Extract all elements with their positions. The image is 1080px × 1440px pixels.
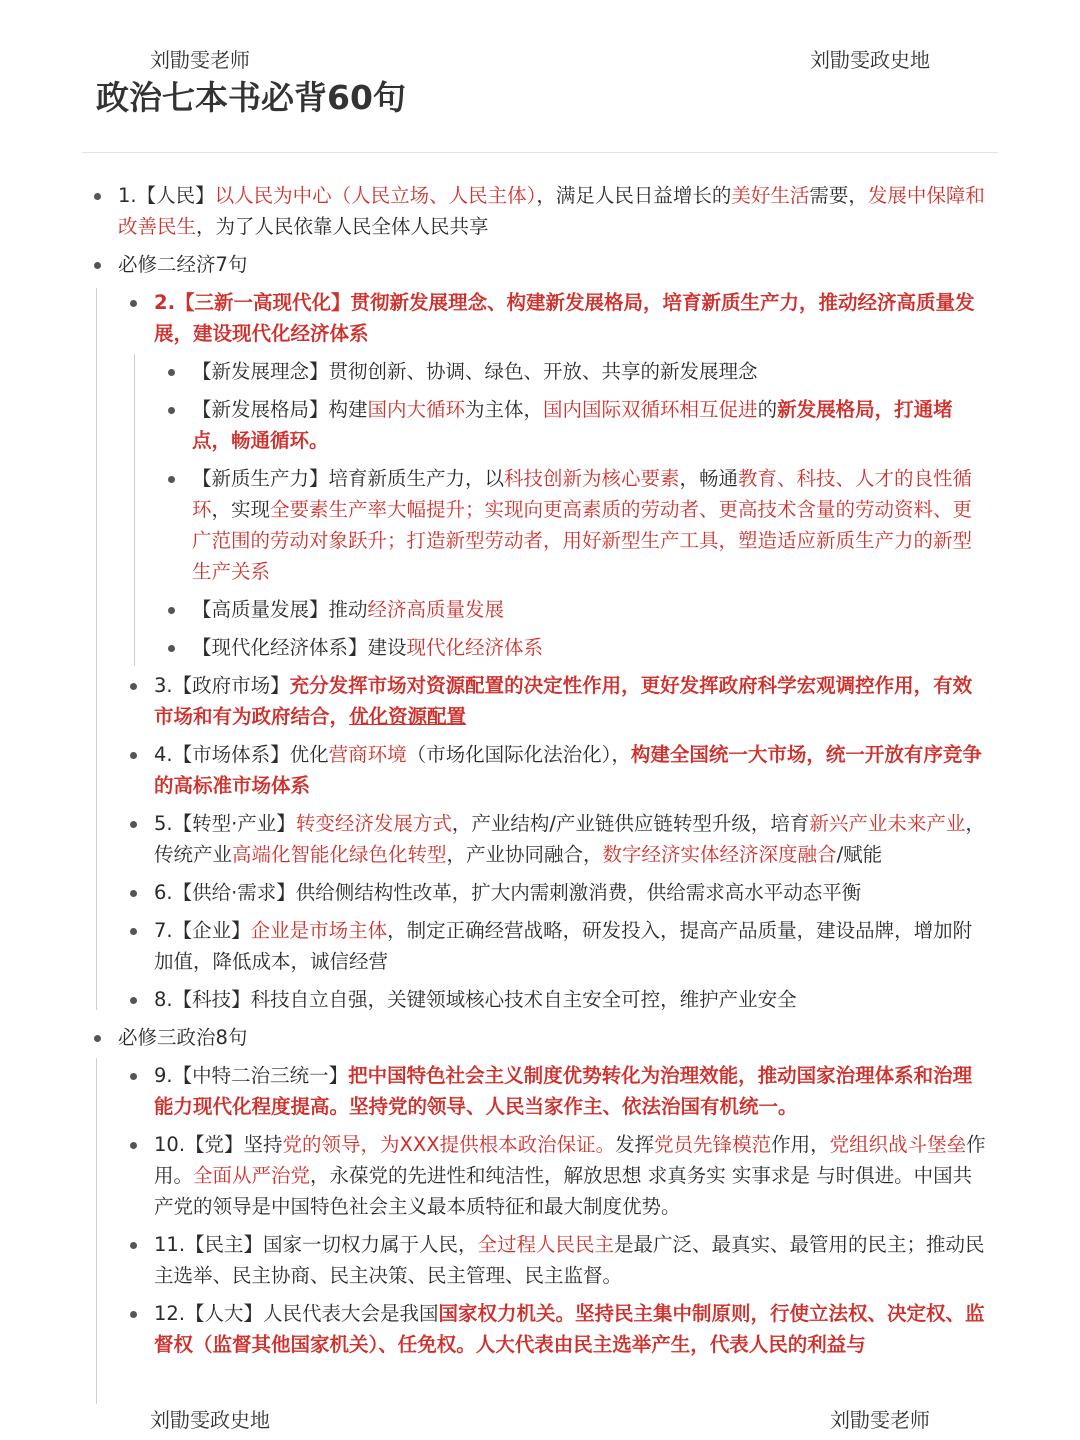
highlighted-text: 新发展格局，打通堵点，畅通循环。 [192, 398, 953, 452]
text-segment: ，传统产业 [154, 812, 985, 866]
list-item [192, 594, 988, 625]
list-item [154, 915, 988, 977]
text-segment: 1.【人民】 [118, 184, 215, 207]
list-item [118, 249, 988, 280]
highlighted-text: 营商环境 [328, 743, 407, 766]
text-segment: 8.【科技】科技自立自强，关键领域核心技术自主安全可控，维护产业安全 [154, 988, 797, 1011]
highlighted-text: 党的领导，为XXX提供根本政治保证。 [282, 1133, 616, 1156]
highlighted-text: 国家权力机关。坚持民主集中制原则，行使立法权、决定权、监督权（监督其他国家机关）、任免权。人大代表由民主选举产生，代表人民的利益与 [154, 1302, 985, 1356]
bullet-dot-icon [130, 997, 137, 1004]
highlighted-text: 党组织战斗堡垒 [829, 1133, 967, 1156]
highlighted-text: 全过程人民民主 [477, 1233, 615, 1256]
list-item [154, 877, 988, 908]
highlighted-text: 美好生活 [731, 184, 810, 207]
highlighted-text: 发展中保障和改善民生 [118, 184, 985, 238]
bullet-dot-icon [130, 752, 137, 759]
highlighted-text: 转变经济发展方式 [295, 812, 452, 835]
text-segment: ，产业协同融合， [446, 843, 603, 866]
highlighted-text: 经济高质量发展 [367, 598, 505, 621]
text-segment: ，实现 [211, 498, 271, 521]
text-segment: 9.【中特二治三统一】 [154, 1064, 349, 1087]
bullet-dot-icon [130, 1142, 137, 1149]
text-segment: ，制定正确经营战略，研发投入，提高产品质量，建设品牌，增加附加值，降低成本，诚信经营 [154, 919, 973, 973]
highlighted-text: 充分发挥市场对资源配置的决定性作用，更好发挥政府科学宏观调控作用，有效市场和有为政府结合， [154, 674, 973, 728]
bullet-dot-icon [130, 1311, 137, 1318]
list-item [192, 356, 988, 387]
text-segment: /赋能 [836, 843, 883, 866]
bullet-dot-icon [130, 300, 137, 307]
bullet-dot-icon [94, 1035, 101, 1042]
highlighted-text: 全面从严治党 [193, 1164, 311, 1187]
bullet-dot-icon [168, 476, 175, 483]
text-segment: ，产业结构/产业链供应链转型升级，培育 [451, 812, 810, 835]
list-item [154, 739, 988, 801]
watermark-top-left: 刘勖雯老师 [150, 48, 250, 72]
text-segment: 作用。 [154, 1133, 986, 1187]
text-segment: 11.【民主】国家一切权力属于人民， [154, 1233, 478, 1256]
highlighted-text: 新兴产业未来产业 [809, 812, 966, 835]
bullet-dot-icon [94, 262, 101, 269]
text-segment: 4.【市场体系】优化 [154, 743, 329, 766]
text-segment: ，满足人民日益增长的 [536, 184, 732, 207]
page-title: 政治七本书必背60句 [96, 78, 406, 117]
highlighted-text: 把中国特色社会主义制度优势转化为治理效能，推动国家治理体系和治理能力现代化程度提高。坚持党的领导、人民当家作主、依法治国有机统一。 [154, 1064, 973, 1118]
highlighted-text: 教育、科技、人才的良性循环 [192, 467, 973, 521]
text-segment: 需要， [809, 184, 868, 207]
highlighted-text: 党员先锋模范 [654, 1133, 772, 1156]
text-segment: 5.【转型·产业】 [154, 812, 296, 835]
text-segment: 【现代化经济体系】建设 [192, 636, 407, 659]
text-segment: （市场化国际化法治化）， [406, 743, 631, 766]
bullet-dot-icon [130, 928, 137, 935]
text-segment: 12.【人大】人民代表大会是我国 [154, 1302, 439, 1325]
text-segment: 【新发展理念】贯彻创新、协调、绿色、开放、共享的新发展理念 [192, 360, 758, 383]
highlighted-text: 全要素生产率大幅提升；实现向更高素质的劳动者、更高技术含量的劳动资料、更广范围的劳动对象跃升；打造新型劳动者，用好新型生产工具，塑造适应新质生产力的新型生产关系 [192, 498, 973, 583]
list-item [192, 632, 988, 663]
bullet-dot-icon [130, 1242, 137, 1249]
highlighted-text: 2.【三新一高现代化】贯彻新发展理念、构建新发展格局，培育新质生产力，推动经济高质量发展，建设现代化经济体系 [154, 291, 975, 345]
list-item [154, 1229, 988, 1291]
text-segment: 10.【党】坚持 [154, 1133, 283, 1156]
watermark-top-right: 刘勖雯政史地 [810, 48, 930, 72]
list-item [154, 808, 988, 870]
text-segment: 6.【供给·需求】供给侧结构性改革，扩大内需刺激消费，供给需求高水平动态平衡 [154, 881, 862, 904]
text-segment: 7.【企业】 [154, 919, 251, 942]
list-item [154, 984, 988, 1015]
bullet-dot-icon [168, 607, 175, 614]
bullet-list [0, 180, 1080, 1367]
bullet-dot-icon [168, 407, 175, 414]
list-item [192, 394, 988, 456]
watermark-bottom-right: 刘勖雯老师 [830, 1408, 930, 1432]
text-segment: ，为了人民依靠人民全体人民共享 [196, 215, 489, 238]
text-segment: 必修三政治8句 [118, 1026, 248, 1049]
highlighted-text: 构建全国统一大市场，统一开放有序竞争的高标准市场体系 [154, 743, 982, 797]
highlighted-text: 数字经济实体经济深度融合 [602, 843, 837, 866]
bullet-dot-icon [130, 683, 137, 690]
text-segment: 作用， [771, 1133, 830, 1156]
highlighted-text: 科技创新为核心要素 [504, 467, 680, 490]
highlighted-text: 国内国际双循环相互促进 [543, 398, 758, 421]
list-item [154, 1129, 988, 1222]
bullet-dot-icon [130, 1073, 137, 1080]
text-segment: 必修二经济7句 [118, 253, 248, 276]
text-segment: ，永葆党的先进性和纯洁性，解放思想 求真务实 实事求是 与时俱进。中国共产党的领导是中国特色社会主义最本质特征和最大制度优势。 [154, 1164, 973, 1218]
highlighted-text: 国内大循环 [367, 398, 466, 421]
text-segment: 发挥 [615, 1133, 655, 1156]
list-item [154, 1298, 988, 1360]
list-item [154, 287, 988, 349]
text-segment: 为主体， [465, 398, 544, 421]
bullet-dot-icon [94, 193, 101, 200]
list-item [154, 1060, 988, 1122]
text-segment: 【新发展格局】构建 [192, 398, 368, 421]
text-segment: ，畅通 [679, 467, 739, 490]
bullet-dot-icon [130, 890, 137, 897]
text-segment: 3.【政府市场】 [154, 674, 290, 697]
highlighted-text: 高端化智能化绿色化转型 [232, 843, 447, 866]
bullet-dot-icon [168, 369, 175, 376]
title-divider [82, 152, 998, 153]
text-segment: 是最广泛、最真实、最管用的民主；推动民主选举、民主协商、民主决策、民主管理、民主监督。 [154, 1233, 985, 1287]
highlighted-text: 现代化经济体系 [406, 636, 544, 659]
highlighted-text: 企业是市场主体 [250, 919, 388, 942]
text-segment: 【高质量发展】推动 [192, 598, 368, 621]
text-segment: 的 [757, 398, 778, 421]
list-item [154, 670, 988, 732]
highlighted-text: 以人民为中心（人民立场、人民主体） [214, 184, 537, 207]
list-item [192, 463, 988, 587]
bullet-dot-icon [130, 821, 137, 828]
highlighted-text: 优化资源配置 [349, 705, 467, 728]
bullet-dot-icon [168, 645, 175, 652]
list-item [118, 180, 988, 242]
text-segment: 【新质生产力】培育新质生产力，以 [192, 467, 505, 490]
list-item [118, 1022, 988, 1053]
watermark-bottom-left: 刘勖雯政史地 [150, 1408, 270, 1432]
